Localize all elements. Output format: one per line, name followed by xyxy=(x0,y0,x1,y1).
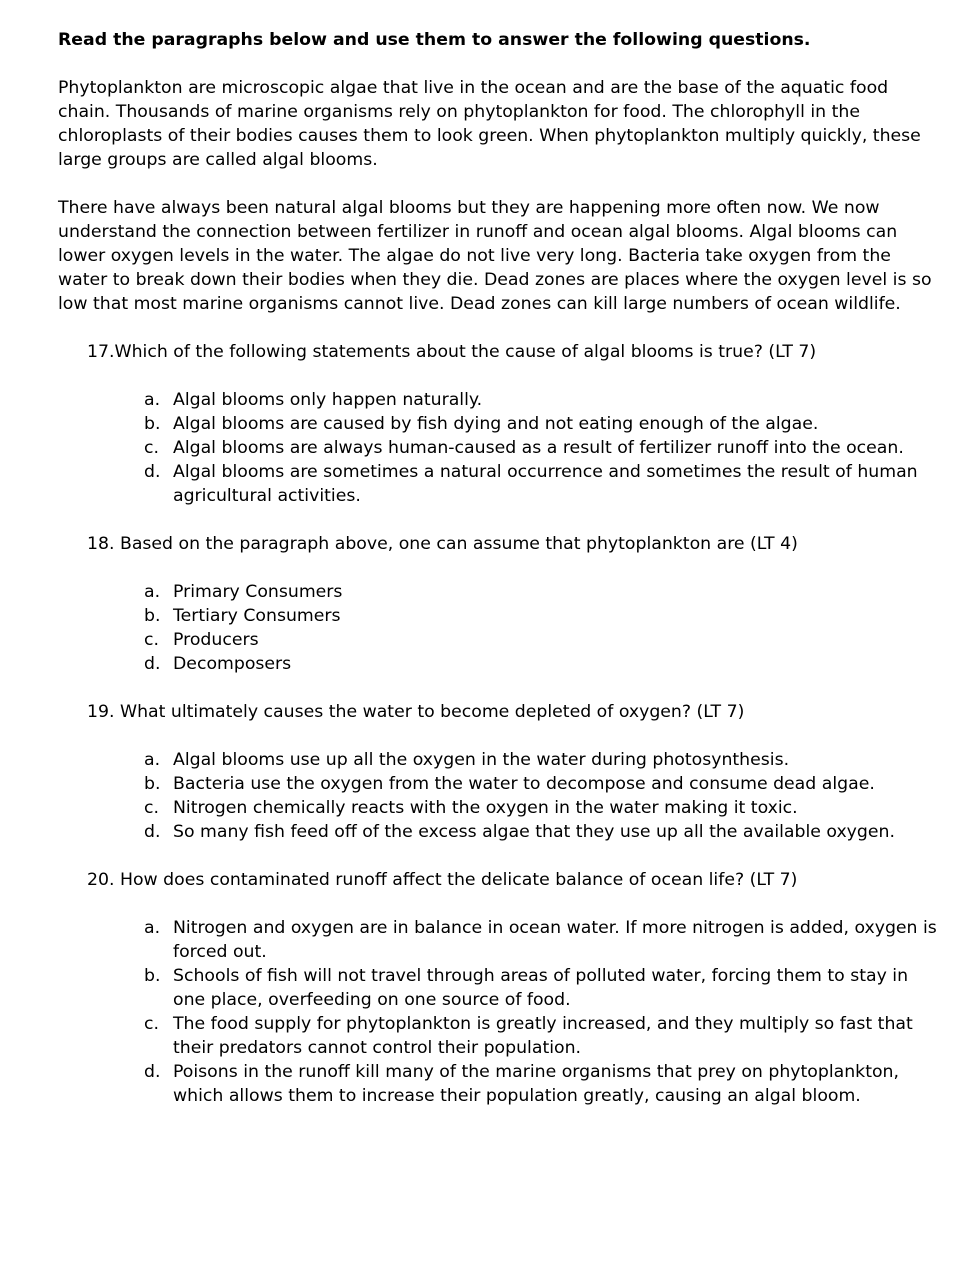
option-20d xyxy=(58,1060,938,1108)
option-letter: d. xyxy=(144,822,161,842)
option-text: Algal blooms are always human-caused as a result of fertilizer runoff into the ocean. xyxy=(173,438,904,458)
question-19: 19. What ultimately causes the water to become depleted of oxygen? (LT 7) xyxy=(87,702,745,722)
option-letter: d. xyxy=(144,1062,161,1082)
question-18-options xyxy=(58,580,938,676)
option-19d xyxy=(58,820,938,844)
question-17-options xyxy=(58,388,938,508)
option-text: Algal blooms are caused by fish dying and not eating enough of the algae. xyxy=(173,414,819,434)
reading-paragraph-1: Phytoplankton are microscopic algae that live in the ocean and are the base of the aquatic food chain. Thousands of marine organisms rely on phytoplankton for food. The chlorophyll in the chloroplasts of their bodies causes them to look green. When phytoplankton multiply quickly, these large groups are called algal blooms. xyxy=(58,78,921,170)
option-text: Bacteria use the oxygen from the water to decompose and consume dead algae. xyxy=(173,774,875,794)
option-17b xyxy=(58,412,938,436)
option-20b xyxy=(58,964,938,1012)
option-18d xyxy=(58,652,938,676)
option-text: Nitrogen chemically reacts with the oxygen in the water making it toxic. xyxy=(173,798,798,818)
option-19b xyxy=(58,772,938,796)
option-18b xyxy=(58,604,938,628)
option-text: Poisons in the runoff kill many of the marine organisms that prey on phytoplankton, which allows them to increase their population greatly, causing an algal bloom. xyxy=(173,1062,899,1106)
option-text: Nitrogen and oxygen are in balance in ocean water. If more nitrogen is added, oxygen is forced out. xyxy=(173,918,937,962)
question-18: 18. Based on the paragraph above, one can assume that phytoplankton are (LT 4) xyxy=(87,534,798,554)
option-letter: c. xyxy=(144,630,159,650)
question-17: 17.Which of the following statements about the cause of algal blooms is true? (LT 7) xyxy=(87,342,817,362)
option-letter: c. xyxy=(144,798,159,818)
option-letter: b. xyxy=(144,966,161,986)
option-19a xyxy=(58,748,938,772)
option-text: Algal blooms only happen naturally. xyxy=(173,390,483,410)
reading-paragraph-2: There have always been natural algal blooms but they are happening more often now. We now understand the connection between fertilizer in runoff and ocean algal blooms. Algal blooms can lower oxygen levels in the water. The algae do not live very long. Bacteria take oxygen from the water to break down their bodies when they die. Dead zones are places where the oxygen level is so low that most marine organisms cannot live. Dead zones can kill large numbers of ocean wildlife. xyxy=(58,198,932,314)
option-letter: c. xyxy=(144,1014,159,1034)
option-letter: b. xyxy=(144,774,161,794)
option-letter: c. xyxy=(144,438,159,458)
option-text: Producers xyxy=(173,630,259,650)
option-20c xyxy=(58,1012,938,1060)
option-20a xyxy=(58,916,938,964)
option-letter: b. xyxy=(144,414,161,434)
question-20: 20. How does contaminated runoff affect the delicate balance of ocean life? (LT 7) xyxy=(87,870,798,890)
option-18a xyxy=(58,580,938,604)
option-19c xyxy=(58,796,938,820)
option-text: Algal blooms are sometimes a natural occurrence and sometimes the result of human agricultural activities. xyxy=(173,462,918,506)
option-letter: d. xyxy=(144,654,161,674)
option-letter: b. xyxy=(144,606,161,626)
option-letter: a. xyxy=(144,750,161,770)
option-text: Schools of fish will not travel through areas of polluted water, forcing them to stay in one place, overfeeding on one source of food. xyxy=(173,966,909,1010)
option-text: The food supply for phytoplankton is greatly increased, and they multiply so fast that their predators cannot control their population. xyxy=(173,1014,913,1058)
question-20-options xyxy=(58,916,938,1108)
option-17d xyxy=(58,460,938,508)
option-17c xyxy=(58,436,938,460)
option-letter: a. xyxy=(144,582,161,602)
instructions-heading: Read the paragraphs below and use them to answer the following questions. xyxy=(58,30,811,50)
option-letter: a. xyxy=(144,390,161,410)
question-19-options xyxy=(58,748,938,844)
option-letter: d. xyxy=(144,462,161,482)
option-text: Decomposers xyxy=(173,654,292,674)
option-text: Primary Consumers xyxy=(173,582,343,602)
option-text: Tertiary Consumers xyxy=(173,606,341,626)
option-text: Algal blooms use up all the oxygen in the water during photosynthesis. xyxy=(173,750,790,770)
option-18c xyxy=(58,628,938,652)
worksheet-page xyxy=(58,28,938,1132)
option-text: So many fish feed off of the excess algae that they use up all the available oxygen. xyxy=(173,822,895,842)
option-17a xyxy=(58,388,938,412)
option-letter: a. xyxy=(144,918,161,938)
